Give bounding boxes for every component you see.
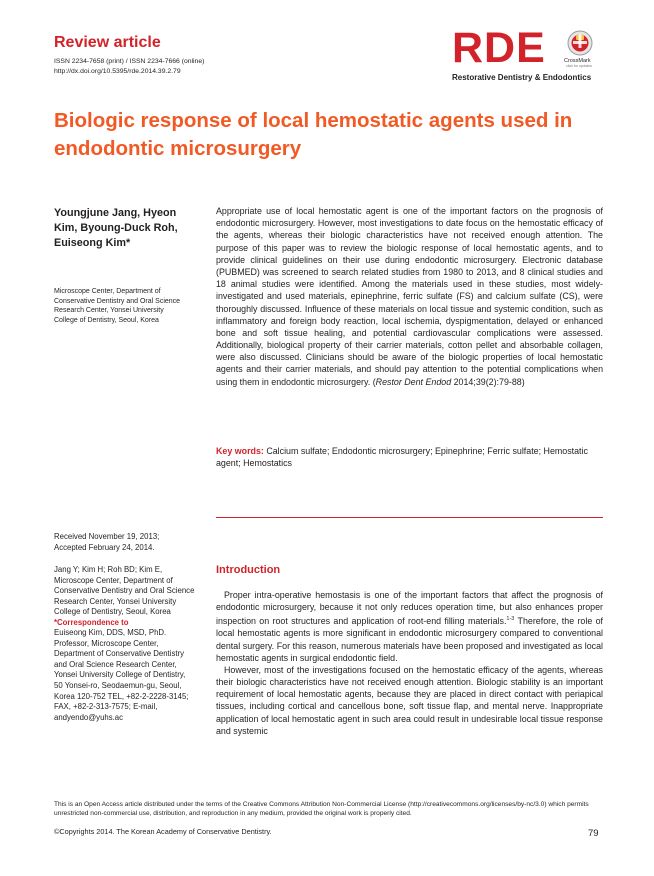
abstract-citation-journal: Restor Dent Endod bbox=[375, 376, 452, 387]
introduction-paragraph: Proper intra-operative hemostasis is one of the important factors that affect the prognosis of endodontic microsurgery, because it not only reduces operation time, but also enhances proper inspection on root structures and application of root-end filling materials.$^{1-3}$ Therefore, the role of local hemostatic agents is more significant in endodontic microsurgery compared to conventional dental surgery. For this reason, numerous materials have been proposed and investigated as local hemostatic agents in surgical endodontic field. bbox=[216, 590, 603, 663]
page-number: 79 bbox=[588, 828, 599, 839]
author-list: Youngjune Jang, Hyeon Kim, Byoung-Duck Roh, Euiseong Kim* bbox=[54, 207, 178, 249]
crossmark-icon[interactable] bbox=[567, 30, 593, 56]
journal-logo bbox=[452, 26, 604, 84]
logo-text: RDE bbox=[452, 24, 546, 72]
accepted-date: Accepted February 24, 2014. bbox=[54, 543, 155, 553]
keywords bbox=[216, 445, 603, 469]
introduction-heading: Introduction bbox=[216, 564, 281, 576]
abstract-citation-ref: 2014;39(2):79-88) bbox=[453, 376, 525, 387]
journal-name: Restorative Dentistry & Endodontics bbox=[452, 73, 592, 82]
issn: ISSN 2234-7658 (print) / ISSN 2234-7666 (online) bbox=[54, 58, 205, 65]
citation-authors: Jang Y; Kim H; Roh BD; Kim E, Microscope Center, Department of Conservative Dentistry and Oral Science Research Center, Yonsei University College of Dentistry, Seoul, Korea bbox=[54, 565, 195, 617]
correspondence-heading: *Correspondence to bbox=[54, 617, 129, 627]
crossmark-label: CrossMark bbox=[564, 58, 591, 64]
article-title: Biologic response of local hemostatic agents used in endodontic microsurgery bbox=[54, 109, 573, 160]
author-notes bbox=[54, 565, 196, 723]
abstract-text: Appropriate use of local hemostatic agent is one of the important factors on the prognosis of endodontic microsurgery. However, most investigations to date focus on the hemostatic efficacy of the agents, whereas their biologic characteristics have not received enough attention. The purpose of this paper was to review the biologic response of local hemostatic agents, and to provide clinical guidelines on their use during endodontic microsurgery. Electronic database (PUBMED) was screened to search related studies from 1980 to 2013, and 8 clinical studies and 18 animal studies were identified. Among the materials used in these studies, most widely-investigated and used materials, epinephrine, ferric sulfate (FS) and calcium sulfate (CS), were thoroughly discussed. Influence of these materials on local tissue and systemic condition, such as inflammatory and foreign body reaction, local ischemia, dyspigmentation, delayed or enhanced bone and soft tissue healing, and potential cardiovascular complications were assessed. Additionally, biological property of their carrier materials, cotton pellet and absorbable collagen, were also discussed. Clinicians should be aware of the biologic properties of local hemostatic agents and their carrier materials, and should pay attention to the potential complications when using them in endodontic microsurgery. bbox=[216, 206, 603, 387]
section-divider bbox=[216, 517, 603, 518]
introduction-paragraph: However, most of the investigations focused on the hemostatic efficacy of the agents, whereas their biologic characteristics have not received enough attention. Biologic stability is an important requirement of local hemostatic agents, because they are placed in direct contact with periapical tissues, including cortical and cancellous bone, soft tissue flap, and mental nerve. Inappropriate application of local hemostatic agent in such area could result in undesirable local tissue response and systemic bbox=[216, 664, 603, 736]
reference-superscript[interactable]: 1-3 bbox=[506, 616, 515, 623]
submission-dates bbox=[54, 531, 194, 553]
abstract: Appropriate use of local hemostatic agent is one of the important factors on the prognosis of endodontic microsurgery. However, most investigations to date focus on the hemostatic efficacy of the agents, whereas their biologic characteristics have not received enough attention. The purpose of this paper was to review the biologic response of local hemostatic agents, and to provide clinical guidelines on their use during endodontic microsurgery. Electronic database (PUBMED) was screened to search related studies from 1980 to 2013, and 8 clinical studies and 18 animal studies were identified. Among the materials used in these studies, most widely-investigated and used materials, epinephrine, ferric sulfate (FS) and calcium sulfate (CS), were thoroughly discussed. Influence of these materials on local tissue and systemic condition, such as inflammatory and foreign body reaction, local ischemia, dyspigmentation, delayed or enhanced bone and soft tissue healing, and potential cardiovascular complications were assessed. Additionally, biological property of their carrier materials, cotton pellet and absorbable collagen, were also discussed. Clinicians should be aware of the biologic properties of local hemostatic agents and their carrier materials, and should pay attention to the potential complications when using them in endodontic microsurgery. (Restor Dent Endod 2014;39(2):79-88) bbox=[216, 206, 603, 387]
article-type-label: Review article bbox=[54, 34, 161, 51]
keywords-text: Calcium sulfate; Endodontic microsurgery; Epinephrine; Ferric sulfate; Hemostatic agent; Hemostatics bbox=[216, 446, 588, 469]
author-affiliation: Microscope Center, Department of Conservative Dentistry and Oral Science Research Center, Yonsei University College of Dentistry, Seoul, Korea bbox=[54, 288, 181, 324]
license-notice: This is an Open Access article distributed under the terms of the Creative Commons Attribution Non-Commercial License (http://creativecommons.org/licenses/by-nc/3.0) which permits unrestricted non-commercial use, distribution, and reproduction in any medium, provided the original work is properly cited. bbox=[54, 801, 589, 818]
received-date: Received November 19, 2013; bbox=[54, 532, 160, 541]
correspondence-details: Euiseong Kim, DDS, MSD, PhD. Professor, Microscope Center, Department of Conservative Dentistry and Oral Science Research Center, Yonsei University College of Dentistry, 50 Yonsei-ro, Seodaemun-gu, Seoul, Korea 120-752 TEL, +82-2-2228-3145; FAX, +82-2-313-7575; E-mail, andyendo@yuhs.ac bbox=[54, 628, 189, 722]
crossmark-sublabel: click for updates bbox=[566, 64, 592, 68]
doi-link[interactable]: http://dx.doi.org/10.5395/rde.2014.39.2.79 bbox=[54, 68, 181, 75]
keywords-label: Key words: bbox=[216, 446, 264, 456]
introduction-body bbox=[216, 589, 603, 737]
copyright-notice: ©Copyrights 2014. The Korean Academy of Conservative Dentistry. bbox=[54, 827, 272, 836]
